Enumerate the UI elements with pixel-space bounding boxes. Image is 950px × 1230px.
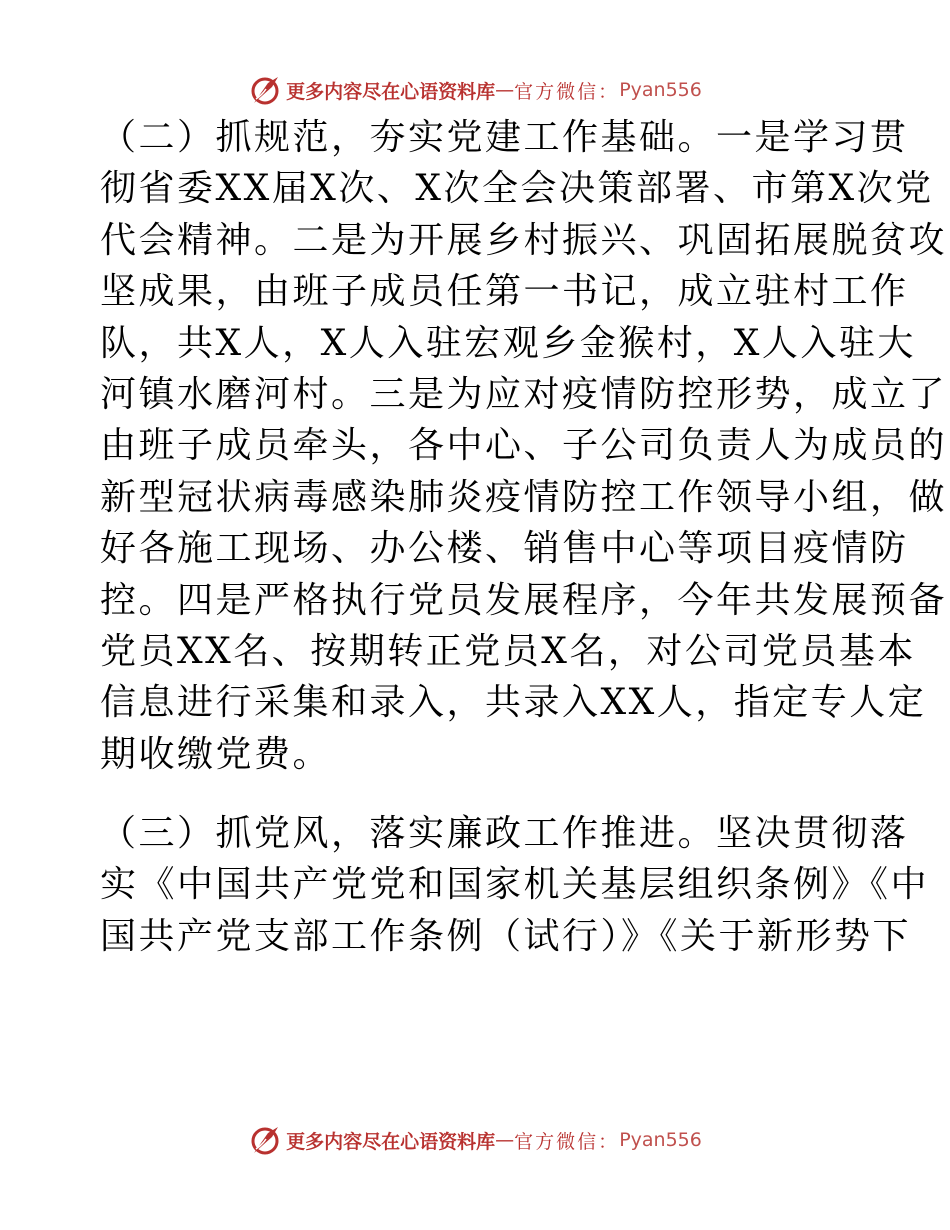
text-line: 彻省委XX届X次、X次全会决策部署、市第X次党 <box>100 168 934 210</box>
watermark-wechat-id: Pyan556 <box>619 79 702 101</box>
watermark-brand: 更多内容尽在心语资料库 <box>286 1130 496 1153</box>
text-line: （三）抓党风，落实廉政工作推进。坚决贯彻落 <box>100 813 909 855</box>
quill-logo-icon <box>248 73 282 107</box>
text-line: 控。四是严格执行党员发展程序，今年共发展预备 <box>100 579 948 621</box>
text-line: 由班子成员牵头，各中心、子公司负责人为成员的 <box>100 425 948 467</box>
footer-watermark <box>0 1120 950 1160</box>
text-line: 代会精神。二是为开展乡村振兴、巩固拓展脱贫攻 <box>100 219 948 261</box>
text-line: 好各施工现场、办公楼、销售中心等项目疫情防 <box>100 528 909 570</box>
text-line: 国共产党支部工作条例（试行）》《关于新形势下 <box>100 915 912 957</box>
text-line: 河镇水磨河村。三是为应对疫情防控形势，成立了 <box>100 373 948 415</box>
watermark-label: 官方微信： <box>514 80 620 103</box>
document-body <box>100 112 948 962</box>
text-line: 党员XX名、按期转正党员X名，对公司党员基本 <box>100 630 916 672</box>
watermark-dash: — <box>495 1129 515 1151</box>
text-line: 新型冠状病毒感染肺炎疫情防控工作领导小组，做 <box>100 476 948 518</box>
watermark-wechat-id: Pyan556 <box>619 1129 702 1151</box>
text-line: 队，共X人，X人入驻宏观乡金猴村，X人入驻大 <box>100 322 916 364</box>
paragraph-organization <box>100 112 948 780</box>
paragraph-integrity <box>100 808 930 962</box>
quill-logo-icon <box>248 1123 282 1157</box>
text-line: 期收缴党费。 <box>100 733 332 775</box>
text-line: （二）抓规范，夯实党建工作基础。一是学习贯 <box>100 117 909 158</box>
watermark-brand: 更多内容尽在心语资料库 <box>286 80 496 103</box>
text-line: 坚成果，由班子成员任第一书记，成立驻村工作 <box>100 271 909 313</box>
text-line: 实《中国共产党党和国家机关基层组织条例》《中 <box>100 864 930 906</box>
paragraph-gap <box>100 780 860 808</box>
text-line: 信息进行采集和录入，共录入XX人，指定专人定 <box>100 682 927 724</box>
watermark-dash: — <box>495 79 515 101</box>
header-watermark <box>0 70 950 110</box>
watermark-label: 官方微信： <box>514 1130 620 1153</box>
